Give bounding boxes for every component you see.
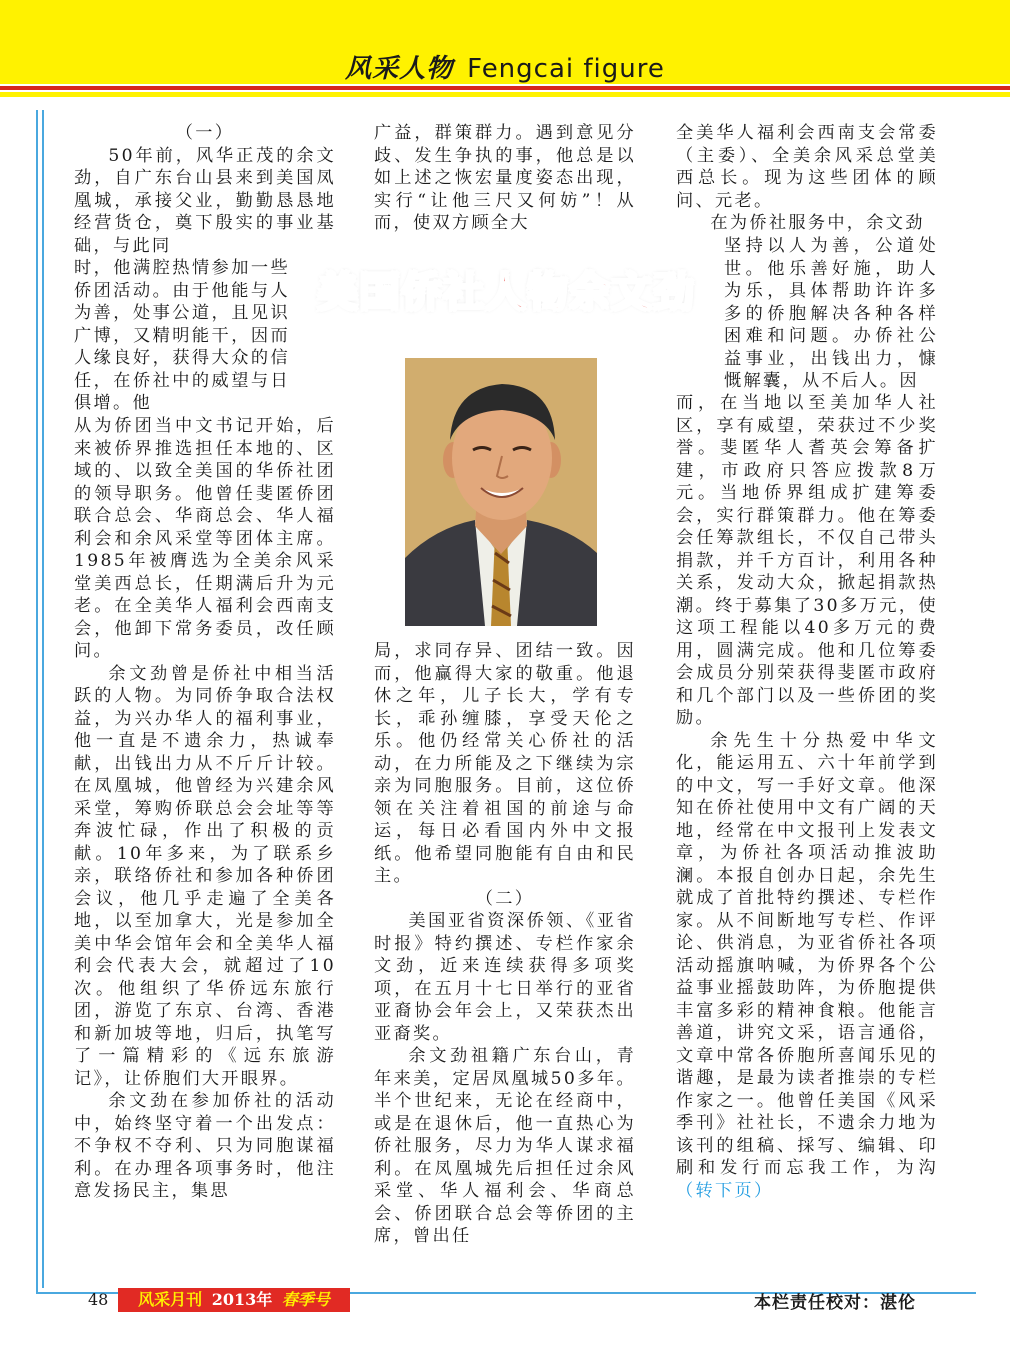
column-1-narrow: [74, 257, 290, 415]
column-1: [74, 122, 336, 257]
header-title: [0, 48, 1010, 85]
header-title-en: Fengcai figure: [467, 54, 665, 84]
continued-link[interactable]: （转下页）: [676, 1180, 774, 1201]
portrait-photo: [405, 358, 597, 626]
left-border-line: [36, 110, 38, 1294]
magazine-season: 春季号: [281, 1290, 330, 1309]
proofreader-credit: 本栏责任校对：湛伦: [754, 1293, 916, 1313]
page-number: 48: [88, 1290, 109, 1309]
portrait-image: [405, 358, 597, 626]
paragraph: 美国亚省资深侨领、《亚省时报》特约撰述、专栏作家余文劲，近来连续获得多项奖项，在五月十七日举行的亚省亚裔协会年会上，又荣获杰出亚裔奖。: [374, 911, 636, 1044]
column-3-lower: [676, 392, 938, 1272]
paragraph: 而，在当地以至美加华人社区，享有威望，荣获过不少奖誉。斐匿华人耆英会筹备扩建，市政府只答应拨款8万元。当地侨界组成扩建筹委会，实行群策群力。他在筹委会任筹款组长，不仅自己带头捐款，并千方百计，利用各种关系，发动大众，掀起捐款热潮。终于募集了30多万元，使这项工程能以40多万元的费用，圆满完成。他和几位筹委会成员分别荣获得斐匿市政府和几个部门以及一些侨团的奖励。: [676, 393, 938, 728]
paragraph: 从为侨团当中文书记开始，后来被侨界推选担任本地的、区域的、以致全美国的华侨社团的领导职务。他曾任斐匿侨团联合总会、华商总会、华人福利会和余风采堂等团体主席。1985年被膺选为全美余风采堂美西总长，任期满后升为元老。在全美华人福利会西南支会，他卸下常务委员，改任顾问。: [74, 416, 336, 661]
paragraph: 局，求同存异、团结一致。因而，他赢得大家的敬重。他退休之年，儿子长大，学有专长，乖孙缠膝，享受天伦之乐。他仍经常关心侨社的活动，在力所能及之下继续为宗亲为同胞服务。目前，这位侨领在关注着祖国的前途与命运，每日必看国内外中文报纸。他希望同胞能有自由和民主。: [374, 641, 636, 886]
magazine-name: 风采月刊: [138, 1290, 203, 1309]
article-title: 美国侨社人物余文劲: [317, 268, 695, 316]
column-2-lower: [374, 640, 636, 1245]
column-2-top: [374, 122, 636, 235]
left-border-line-inner: [42, 110, 44, 1288]
header-red-rule: [0, 86, 1010, 90]
column-3-top: [676, 122, 938, 235]
paragraph: 余文劲在参加侨社的活动中，始终坚守着一个出发点：不争权不夺利、只为同胞谋福利。在办理各项事务时，他注意发扬民主，集思: [74, 1091, 336, 1201]
paragraph: 坚持以人为善，公道处世。他乐善好施，助人为乐，具体帮助许许多多的侨胞解决各种各样困难和问题。办侨社公益事业，出钱出力，慷慨解囊，从不后人。因: [724, 236, 938, 391]
paragraph-text: 余先生十分热爱中华文化，能运用五、六十年前学到的中文，写一手好文章。他深知在侨社使用中文有广阔的天地，经常在中文报刊上发表文章，为侨社各项活动推波助澜。本报自创办日起，余先生就成了首批特约撰述、专栏作家。从不间断地写专栏、作评论、供消息，为亚省侨社各项活动摇旗呐喊，为侨界各个公益事业摇鼓助阵，为侨胞提供丰富多彩的精神食粮。他能言善道，讲究文采，语言通俗，文章中常各侨胞所喜闻乐见的谐趣，是最为读者推崇的专栏作家之一。他曾任美国《风采季刊》社社长，不遗余力地为该刊的组稿、採写、编辑、印刷和发行而忘我工作，为沟: [676, 730, 938, 1178]
paragraph: 在为侨社服务中，余文劲: [710, 213, 925, 233]
magazine-badge: [118, 1288, 350, 1312]
header-yellow-rule: [0, 92, 1010, 97]
section-heading-2: （二）: [475, 888, 535, 909]
paragraph: [676, 730, 938, 1203]
paragraph: 余文劲曾是侨社中相当活跃的人物。为同侨争取合法权益，为兴办华人的福利事业，他一直是不遗余力，热诚奉献，出钱出力从不斤斤计较。在凤凰城，他曾经为兴建余风采堂，筹购侨联总会会址等等奔波忙碌，作出了积极的贡献。10年多来，为了联系乡亲，联络侨社和参加各种侨团会议，他几乎走遍了全美各地，以至加拿大，光是参加全美中华会馆年会和全美华人福利会代表大会，就超过了10次。他组织了华侨远东旅行团，游览了东京、台湾、香港和新加坡等地，归后，执笔写了一篇精彩的《远东旅游记》，让侨胞们大开眼界。: [74, 663, 336, 1089]
section-heading-1: （一）: [175, 123, 235, 143]
paragraph: 50年前，风华正茂的余文劲，自广东台山县来到美国凤凰城，承接父业，勤勤恳恳地经营货仓，奠下殷实的事业基础，与此同: [74, 145, 336, 256]
paragraph: 余文劲祖籍广东台山，青年来美，定居凤凰城50多年。半个世纪来，无论在经商中，或是在退休后，他一直热心为侨社服务，尽力为华人谋求福利。在凤凰城先后担任过余风采堂、华人福利会、华商总会、侨团联合总会等侨团的主席，曾出任: [374, 1046, 636, 1246]
magazine-year: 2013年: [211, 1290, 273, 1309]
header-title-cn: 风采人物: [345, 54, 454, 84]
column-3-narrow: [724, 235, 938, 393]
paragraph: 全美华人福利会西南支会常委（主委）、全美余风采总堂美西总长。现为这些团体的顾问、元老。: [676, 123, 938, 211]
column-1-lower: [74, 415, 336, 1285]
paragraph: 广益，群策群力。遇到意见分歧、发生争执的事，他总是以如上述之恢宏量度姿态出现，实行“让他三尺又何妨”！从而，使双方顾全大: [374, 123, 636, 233]
paragraph: 时，他满腔热情参加一些侨团活动。由于他能与人为善，处事公道，且见识广博，又精明能干，因而人缘良好，获得大众的信任，在侨社中的威望与日俱增。他: [74, 258, 290, 413]
